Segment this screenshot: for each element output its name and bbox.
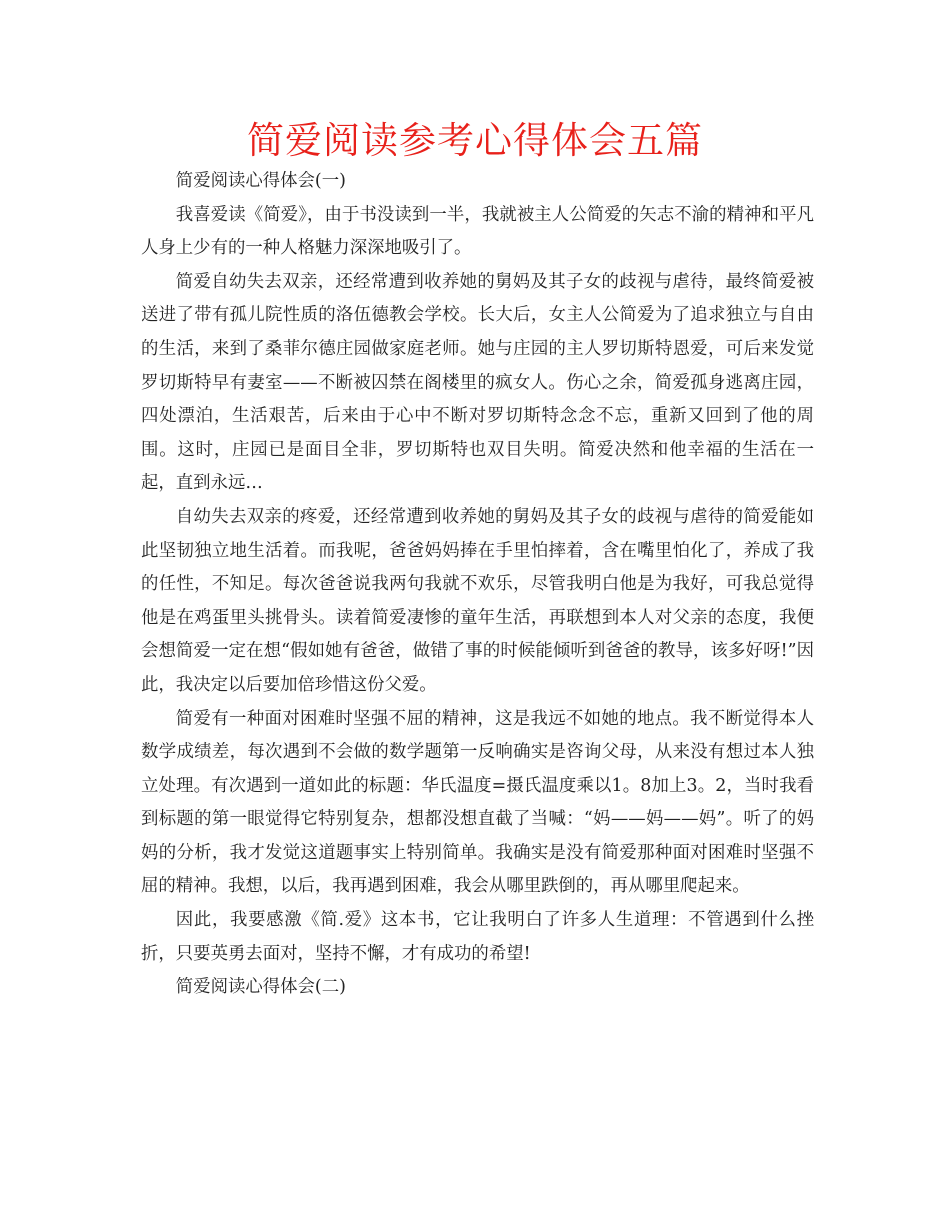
section-heading-1: 简爱阅读心得体会(一): [175, 171, 346, 191]
paragraph: 自幼失去双亲的疼爱，还经常遭到收养她的舅妈及其子女的歧视与虐待的简爱能如此坚韧独立地生活着。而我呢，爸爸妈妈捧在手里怕摔着，含在嘴里怕化了，养成了我的任性，不知足。每次爸爸说我两句我就不欢乐，尽管我明白他是为我好，可我总觉得他是在鸡蛋里头挑骨头。读着简爱凄惨的童年生活，再联想到本人对父亲的态度，我便会想简爱一定在想“假如她有爸爸，做错了事的时候能倾听到爸爸的教导，该多好呀!”因此，我决定以后要加倍珍惜这份父爱。: [141, 506, 814, 695]
paragraph: 简爱有一种面对困难时坚强不屈的精神，这是我远不如她的地点。我不断觉得本人数学成绩差，每次遇到不会做的数学题第一反响确实是咨询父母，从来没有想过本人独立处理。有次遇到一道如此的标题：华氏温度=摄氏温度乘以1。8加上3。2，当时我看到标题的第一眼觉得它特别复杂，想都没想直截了当喊：“妈——妈——妈”。听了的妈妈的分析，我才发觉这道题事实上特别简单。我确实是没有简爱那种面对困难时坚强不屈的精神。我想，以后，我再遇到困难，我会从哪里跌倒的，再从哪里爬起来。: [141, 708, 814, 897]
section-heading-2: 简爱阅读心得体会(二): [175, 977, 346, 998]
document-title: 简爱阅读参考心得体会五篇: [247, 119, 703, 162]
paragraph: 因此，我要感激《简.爱》这本书，它让我明白了许多人生道理：不管遇到什么挫折，只要英勇去面对，坚持不懈，才有成功的希望!: [141, 910, 814, 964]
paragraph: 我喜爱读《简爱》，由于书没读到一半，我就被主人公简爱的矢志不渝的精神和平凡人身上少有的一种人格魅力深深地吸引了。: [141, 204, 814, 259]
document-body: [141, 165, 814, 1005]
paragraph: 简爱自幼失去双亲，还经常遭到收养她的舅妈及其子女的歧视与虐待，最终简爱被送进了带有孤儿院性质的洛伍德教会学校。长大后，女主人公简爱为了追求独立与自由的生活，来到了桑菲尔德庄园做家庭老师。她与庄园的主人罗切斯特恩爱，可后来发觉罗切斯特早有妻室——不断被囚禁在阁楼里的疯女人。伤心之余，简爱孤身逃离庄园，四处漂泊，生活艰苦，后来由于心中不断对罗切斯特念念不忘，重新又回到了他的周围。这时，庄园已是面目全非，罗切斯特也双目失明。简爱决然和他幸福的生活在一起，直到永远…: [141, 271, 814, 494]
